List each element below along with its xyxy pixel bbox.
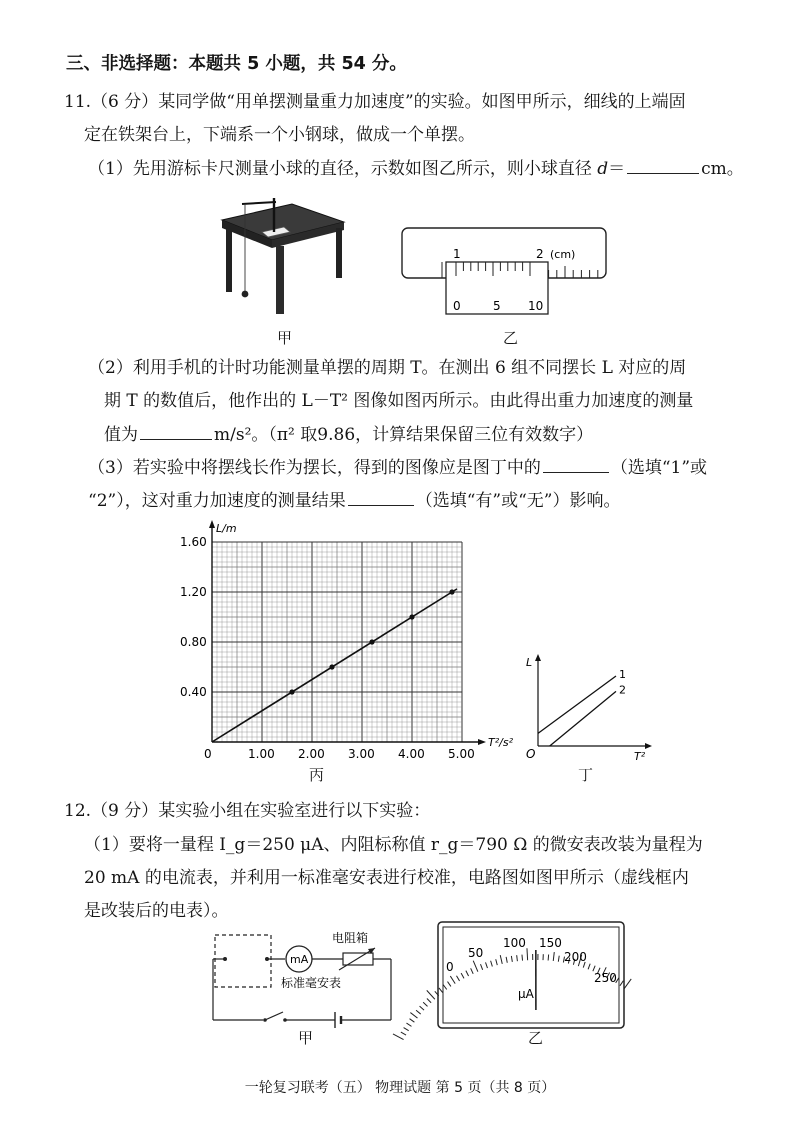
q11-part2-prefix: 值为	[104, 425, 138, 445]
meter-label-0: 0	[446, 960, 454, 974]
meter-tick	[427, 990, 435, 999]
chart-data-point	[369, 639, 374, 644]
microammeter-dial	[436, 920, 626, 1032]
fig-bing-caption: 丙	[309, 766, 325, 784]
meter-tick	[423, 1002, 427, 1006]
var-d: d	[597, 159, 609, 179]
q11-part2-line3	[104, 423, 593, 446]
meter-unit: μA	[518, 987, 534, 1001]
q11-part1	[88, 157, 744, 180]
chart-ytick-label: 0.40	[180, 685, 207, 699]
q12-line3: 20 mA 的电流表，并利用一标准毫安表进行校准，电路图如图甲所示（虚线框内	[84, 868, 689, 888]
q11-part3-text3: “2”），这对重力加速度的测量结果	[88, 491, 346, 511]
resistance-box-label: 电阻箱	[332, 931, 369, 945]
chart-xtick-label: 5.00	[448, 747, 475, 761]
vernier-caliper	[398, 218, 610, 318]
meter-label-50: 50	[468, 946, 484, 960]
fig-yi-caption: 乙	[503, 329, 519, 347]
unit-cm: cm。	[701, 159, 744, 179]
page-footer: 一轮复习联考（五） 物理试题 第 5 页（共 8 页）	[244, 1080, 556, 1096]
pendulum-figure	[218, 192, 348, 320]
ding-origin-label: O	[526, 747, 536, 761]
q11-part3-text2: （选填“1”或	[610, 458, 708, 478]
circuit-caption: 甲	[298, 1029, 314, 1047]
meter-caption: 乙	[528, 1029, 544, 1047]
meter-label-250: 250	[594, 971, 617, 985]
meter-tick	[416, 1010, 421, 1014]
ding-line-label: 1	[619, 668, 626, 681]
chart-ding-marks	[526, 654, 652, 763]
eq-sign: ＝	[608, 159, 626, 179]
vernier-label-5: 5	[493, 299, 501, 313]
answer-blank-line[interactable]	[543, 456, 609, 473]
meter-tick	[624, 979, 631, 989]
meter-label-150: 150	[539, 936, 562, 950]
meter-tick	[410, 1013, 417, 1019]
caliper-unit: (cm)	[550, 248, 576, 261]
section-title: 三、非选择题：本题共 5 小题，共 54 分。	[66, 54, 407, 74]
chart-ding	[520, 650, 655, 765]
q11-part3-text4: （选填“有”或“无”）影响。	[415, 491, 621, 511]
caliper-label-2: 2	[536, 247, 544, 261]
chart-data-point	[289, 689, 294, 694]
q11-part2-line1: （2）利用手机的计时功能测量单摆的周期 T。在测出 6 组不同摆长 L 对应的周	[88, 358, 687, 378]
chart-origin-label: 0	[204, 747, 212, 761]
meter-tick	[427, 998, 431, 1002]
q11-line2: 定在铁架台上，下端系一个小钢球，做成一个单摆。	[84, 125, 475, 145]
answer-blank-d[interactable]	[627, 157, 699, 174]
chart-ytick-label: 1.20	[180, 585, 207, 599]
ding-line-label: 2	[619, 683, 626, 697]
q11-part1-text: （1）先用游标卡尺测量小球的直径，示数如图乙所示，则小球直径	[88, 159, 598, 179]
meter-tick	[410, 1019, 415, 1023]
standard-meter-label: 标准毫安表	[281, 976, 342, 990]
q11-part3-line1	[88, 456, 707, 479]
chart-grid	[212, 542, 462, 742]
caliper-label-1: 1	[453, 247, 461, 261]
chart-xtick-label: 2.00	[298, 747, 325, 761]
q11-part3-text1: （3）若实验中将摆线长作为摆长，得到的图像应是图丁中的	[88, 458, 541, 478]
chart-ytick-label: 0.80	[180, 635, 207, 649]
chart-data-point	[329, 664, 334, 669]
q12-line1: 12.（9 分）某实验小组在实验室进行以下实验：	[64, 801, 431, 821]
meter-label-200: 200	[564, 950, 587, 964]
chart-ytick-label: 1.60	[180, 535, 207, 549]
q11-part3-line2	[88, 489, 620, 512]
meter-tick	[527, 948, 528, 960]
chart-xtick-label: 3.00	[348, 747, 375, 761]
q12-line4: 是改装后的电表）。	[84, 901, 229, 921]
chart-xtick-label: 4.00	[398, 747, 425, 761]
vernier-label-0: 0	[453, 299, 461, 313]
q11-part2-suffix: m/s²。（π² 取9.86，计算结果保留三位有效数字）	[214, 425, 594, 445]
meter-label-100: 100	[503, 936, 526, 950]
q11-line1: 11.（6 分）某同学做“用单摆测量重力加速度”的实验。如图甲所示，细线的上端固	[64, 92, 686, 112]
switch	[265, 1012, 283, 1020]
meter-tick	[420, 1006, 424, 1010]
chart-axes	[180, 520, 514, 761]
chart-data-point	[409, 614, 414, 619]
answer-blank-g[interactable]	[140, 423, 212, 440]
chart-data-point	[449, 589, 454, 594]
ding-xlabel: T²	[634, 750, 646, 763]
chart-ylabel: L/m	[216, 522, 237, 535]
vernier-label-10: 10	[528, 299, 544, 313]
ding-line-1	[538, 676, 616, 733]
circuit-diagram	[205, 922, 410, 1042]
modified-meter-box	[215, 935, 271, 987]
answer-blank-effect[interactable]	[348, 489, 414, 506]
milliammeter-label: mA	[290, 953, 309, 966]
q11-part2-line2: 期 T 的数值后，他作出的 L－T² 图像如图丙所示。由此得出重力加速度的测量	[104, 391, 694, 411]
ding-ylabel: L	[526, 656, 533, 669]
q12-line2: （1）要将一量程 I_g＝250 μA、内阻标称值 r_g＝790 Ω 的微安表改装为量程为	[84, 835, 703, 855]
fig-jia-caption: 甲	[277, 329, 293, 347]
chart-xtick-label: 1.00	[248, 747, 275, 761]
chart-xlabel: T²/s²	[488, 736, 513, 749]
meter-tick	[522, 955, 523, 961]
fig-ding-caption: 丁	[578, 766, 594, 784]
chart-bing	[170, 516, 513, 776]
